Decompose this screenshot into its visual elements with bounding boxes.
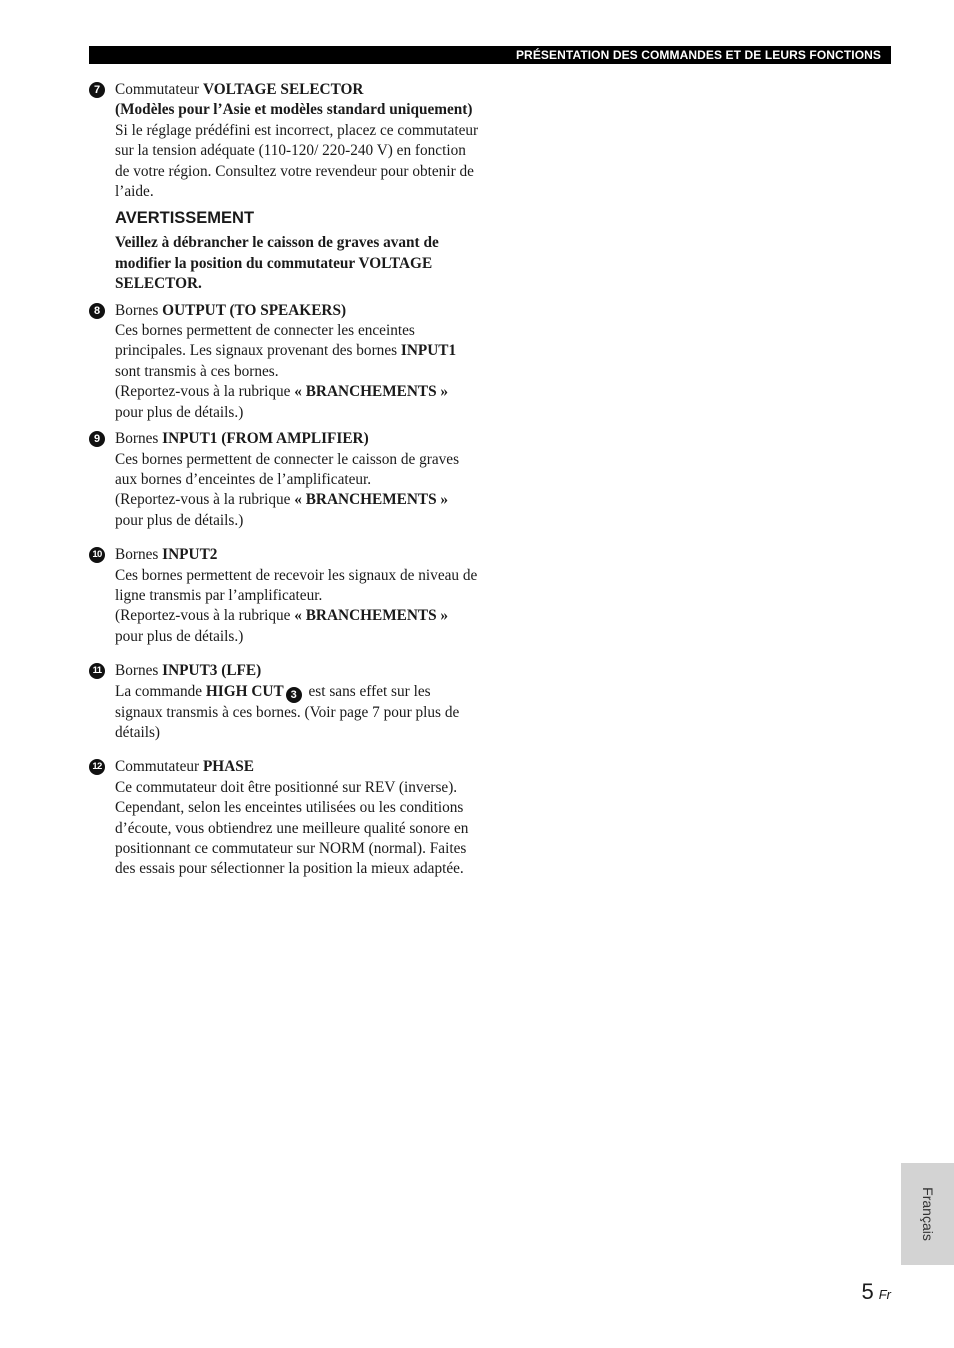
item-name: INPUT2 [162,546,218,564]
ref-link: « BRANCHEMENTS » [294,383,449,401]
ref-text: (Reportez-vous à la rubrique [115,491,295,509]
item-body: Ce commutateur doit être positionné sur REV (inverse). Cependant, selon les enceintes utilisées ou les conditions d’écoute, vous obtiendrez une meilleure qualité sonore en positionnant ce commutateur sur NORM (normal). Faites des essais pour sélectionner la position la mieux adaptée. [115,778,469,878]
page-number [861,1279,891,1305]
ref-text-end: pour plus de détails.) [115,627,244,645]
warning-body: Veillez à débrancher le caisson de graves avant de modifier la position du commutateur VOLTAGE SELECTOR. [115,234,439,293]
item-phase [89,757,479,879]
item-body: Ces bornes permettent de connecter les enceintes principales. Les signaux provenant des bornes [115,322,415,360]
number-badge: 8 [89,303,105,319]
item-prefix: Commutateur [115,758,203,776]
item-name: INPUT1 (FROM AMPLIFIER) [162,430,369,448]
item-prefix: Bornes [115,430,163,448]
item-body-end: est sans effet sur les signaux transmis à ces bornes. (Voir page 7 pour plus de détails) [115,682,460,741]
item-body-bold: HIGH CUT [205,682,284,700]
number-badge: 11 [89,663,105,679]
number-badge: 10 [89,547,105,563]
item-body: Si le réglage prédéfini est incorrect, placez ce commutateur sur la tension adéquate (110-120/ 220-240 V) en fonction de votre région. Consultez votre revendeur pour obtenir de l’aide. [115,121,479,201]
number-badge: 9 [89,431,105,447]
page-number-value: 5 [861,1279,874,1304]
ref-text: (Reportez-vous à la rubrique [115,607,295,625]
item-name-qualifier: (Modèles pour l’Asie et modèles standard uniquement) [115,101,473,119]
item-body: La commande [115,682,206,700]
inline-number-badge: 3 [286,687,302,703]
item-prefix: Bornes [115,546,163,564]
ref-text: (Reportez-vous à la rubrique [115,383,295,401]
language-label: Français [919,1187,936,1241]
main-content [89,80,479,880]
ref-link: « BRANCHEMENTS » [294,607,449,625]
item-prefix: Bornes [115,662,163,680]
item-body: Ces bornes permettent de recevoir les signaux de niveau de ligne transmis par l’amplificateur. [115,566,478,604]
page-number-suffix: Fr [878,1287,891,1302]
item-name: OUTPUT (TO SPEAKERS) [162,301,347,319]
section-header: PRÉSENTATION DES COMMANDES ET DE LEURS FONCTIONS [89,46,891,64]
item-prefix: Bornes [115,301,163,319]
item-input1 [89,429,479,531]
ref-text-end: pour plus de détails.) [115,511,244,529]
item-name: PHASE [202,758,254,776]
item-body-bold: INPUT1 [400,342,457,360]
item-input3-lfe [89,661,479,743]
ref-link: « BRANCHEMENTS » [294,491,449,509]
language-tab [901,1163,954,1265]
item-body: Ces bornes permettent de connecter le caisson de graves aux bornes d’enceintes de l’amplificateur. [115,450,460,488]
item-name: VOLTAGE SELECTOR [202,81,364,98]
item-body-end: sont transmis à ces bornes. [115,362,279,380]
warning-title: AVERTISSEMENT [115,209,255,228]
ref-text-end: pour plus de détails.) [115,403,244,421]
number-badge: 7 [89,82,105,98]
item-prefix: Commutateur [115,81,203,98]
number-badge: 12 [89,759,105,775]
item-voltage-selector [89,80,479,202]
item-name: INPUT3 (LFE) [162,662,262,680]
item-output-to-speakers [89,301,479,423]
item-input2 [89,545,479,647]
